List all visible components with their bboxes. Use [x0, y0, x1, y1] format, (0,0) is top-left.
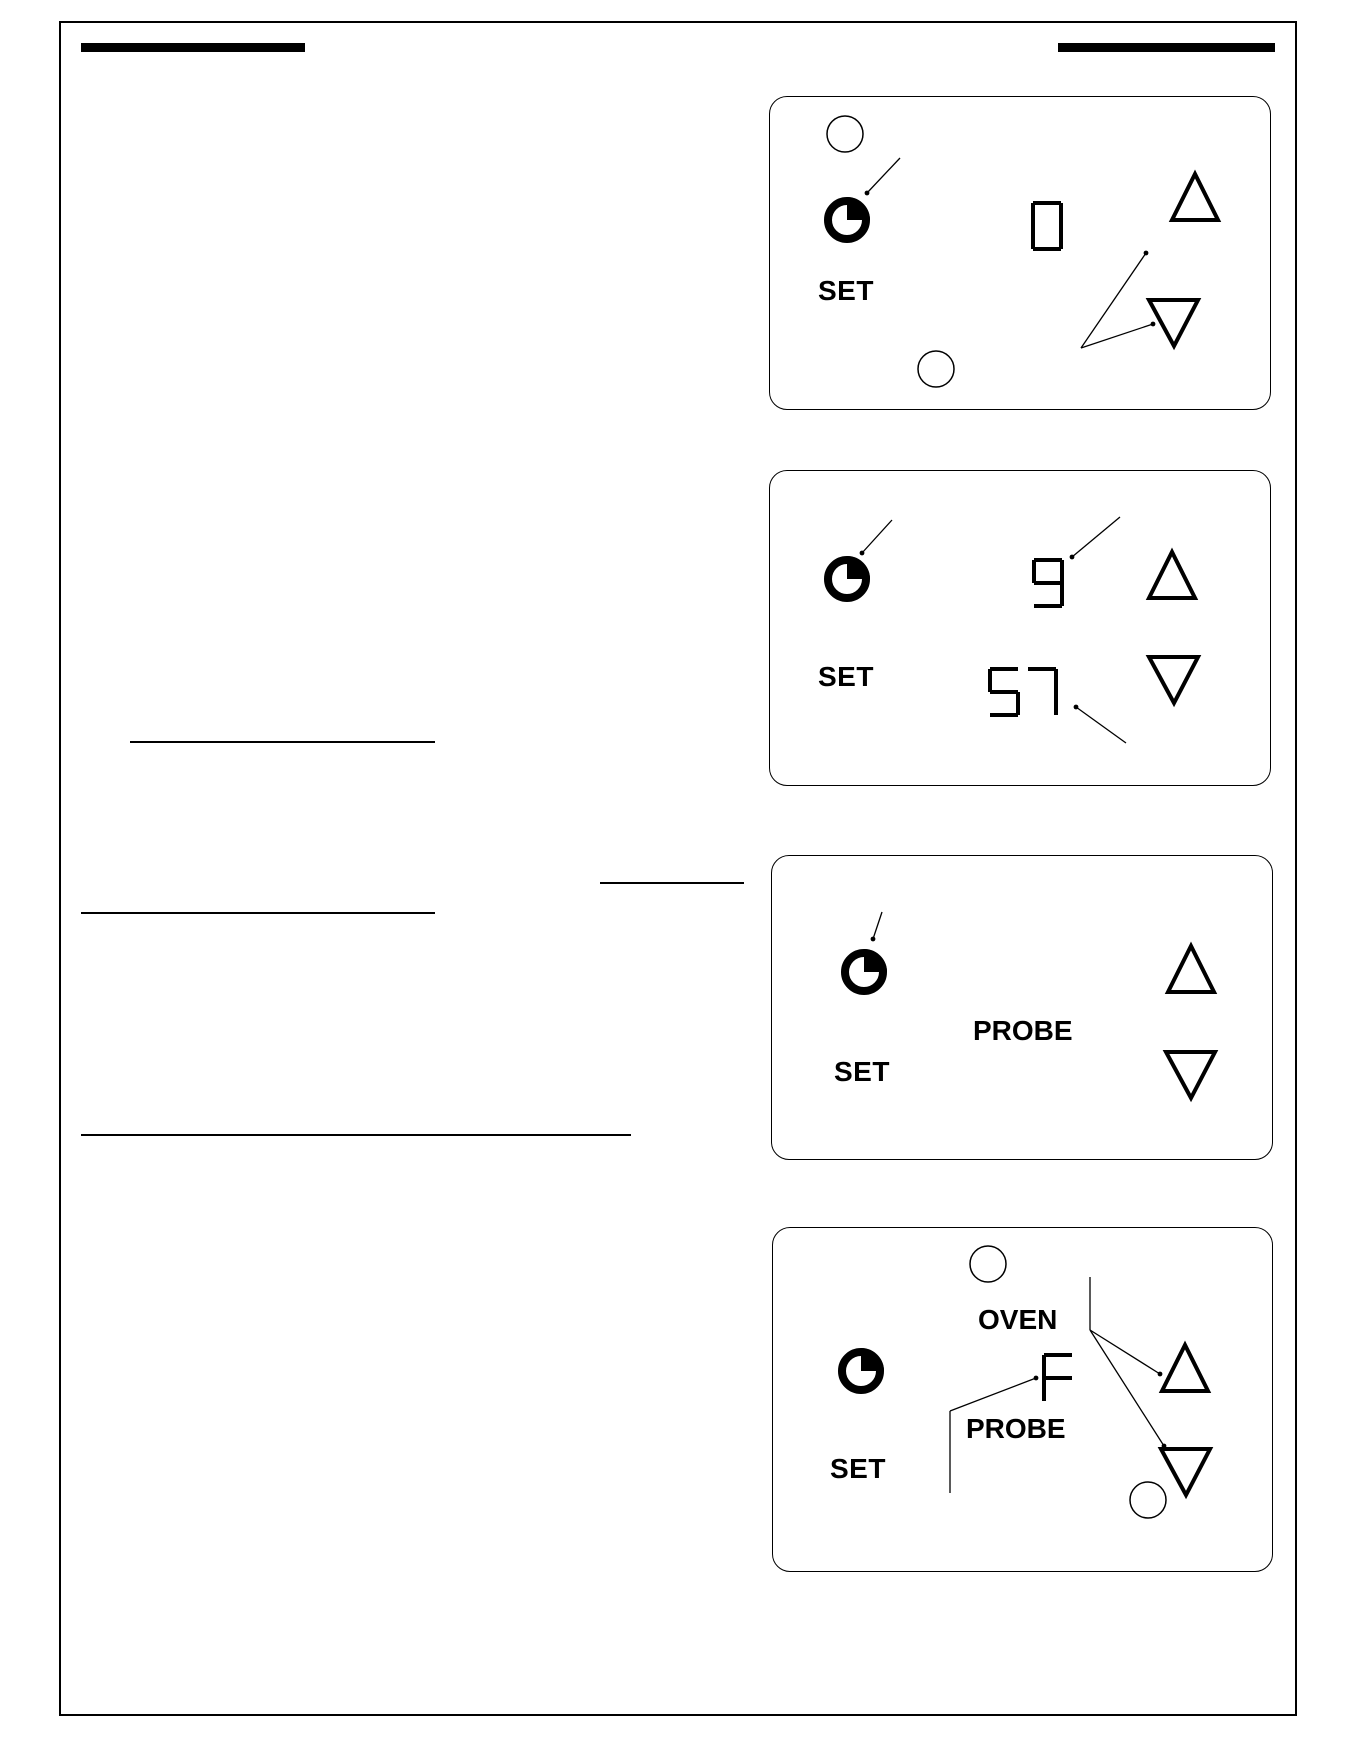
- leader-dot: [865, 191, 870, 196]
- leader-line: [867, 158, 900, 193]
- leader-dot: [1158, 1372, 1163, 1377]
- down-arrow-icon[interactable]: [1149, 300, 1198, 346]
- oven-label: OVEN: [978, 1304, 1058, 1335]
- set-label: SET: [830, 1453, 886, 1484]
- leader-dot: [871, 937, 876, 942]
- callout-circle: [970, 1246, 1006, 1282]
- underline-rule: [130, 741, 435, 743]
- up-arrow-icon[interactable]: [1149, 552, 1195, 598]
- down-arrow-icon[interactable]: [1149, 657, 1198, 703]
- up-arrow-icon[interactable]: [1168, 946, 1214, 992]
- underline-rule: [81, 1134, 631, 1136]
- leader-line: [950, 1378, 1036, 1411]
- down-arrow-icon[interactable]: [1166, 1052, 1215, 1098]
- leader-line: [1090, 1330, 1160, 1374]
- panel-3-graphics: [772, 856, 1274, 1161]
- timer-icon: [845, 949, 887, 991]
- leader-line: [1076, 707, 1126, 743]
- leader-line: [1081, 324, 1153, 348]
- up-arrow-icon[interactable]: [1172, 174, 1218, 220]
- leader-line: [873, 912, 882, 939]
- header-bar-left: [81, 43, 305, 52]
- leader-dot: [1034, 1376, 1039, 1381]
- panel-2-graphics: [770, 471, 1272, 787]
- leader-line: [1081, 253, 1146, 348]
- leader-line: [862, 520, 892, 553]
- control-panel-1: [769, 96, 1271, 410]
- header-bar-right: [1058, 43, 1275, 52]
- digit-glyph: [1044, 1355, 1070, 1399]
- leader-dot: [1151, 322, 1156, 327]
- callout-circle: [1130, 1482, 1166, 1518]
- leader-dot: [1144, 251, 1149, 256]
- timer-icon: [828, 556, 870, 598]
- probe-label: PROBE: [973, 1015, 1073, 1046]
- probe-label: PROBE: [966, 1413, 1066, 1444]
- underline-rule: [81, 912, 435, 914]
- control-panel-2: [769, 470, 1271, 786]
- leader-line: [1090, 1330, 1164, 1446]
- set-label: SET: [834, 1056, 890, 1087]
- set-label: SET: [818, 275, 874, 306]
- underline-rule: [600, 882, 744, 884]
- footer-mark: [1291, 1753, 1361, 1761]
- leader-line: [1072, 517, 1120, 557]
- digit-glyph: [1033, 203, 1061, 249]
- timer-icon: [828, 197, 870, 239]
- digit-glyph: [1030, 669, 1056, 713]
- control-panel-4: [772, 1227, 1273, 1572]
- down-arrow-icon[interactable]: [1161, 1449, 1210, 1495]
- panel-4-graphics: [773, 1228, 1274, 1573]
- panel-1-graphics: [770, 97, 1272, 411]
- digit-glyph: [1034, 560, 1062, 606]
- up-arrow-icon[interactable]: [1162, 1345, 1208, 1391]
- control-panel-3: [771, 855, 1273, 1160]
- leader-dot: [1074, 705, 1079, 710]
- callout-circle: [918, 351, 954, 387]
- timer-icon: [842, 1348, 884, 1390]
- digit-glyph: [990, 669, 1018, 715]
- leader-dot: [860, 551, 865, 556]
- callout-circle: [827, 116, 863, 152]
- set-label: SET: [818, 661, 874, 692]
